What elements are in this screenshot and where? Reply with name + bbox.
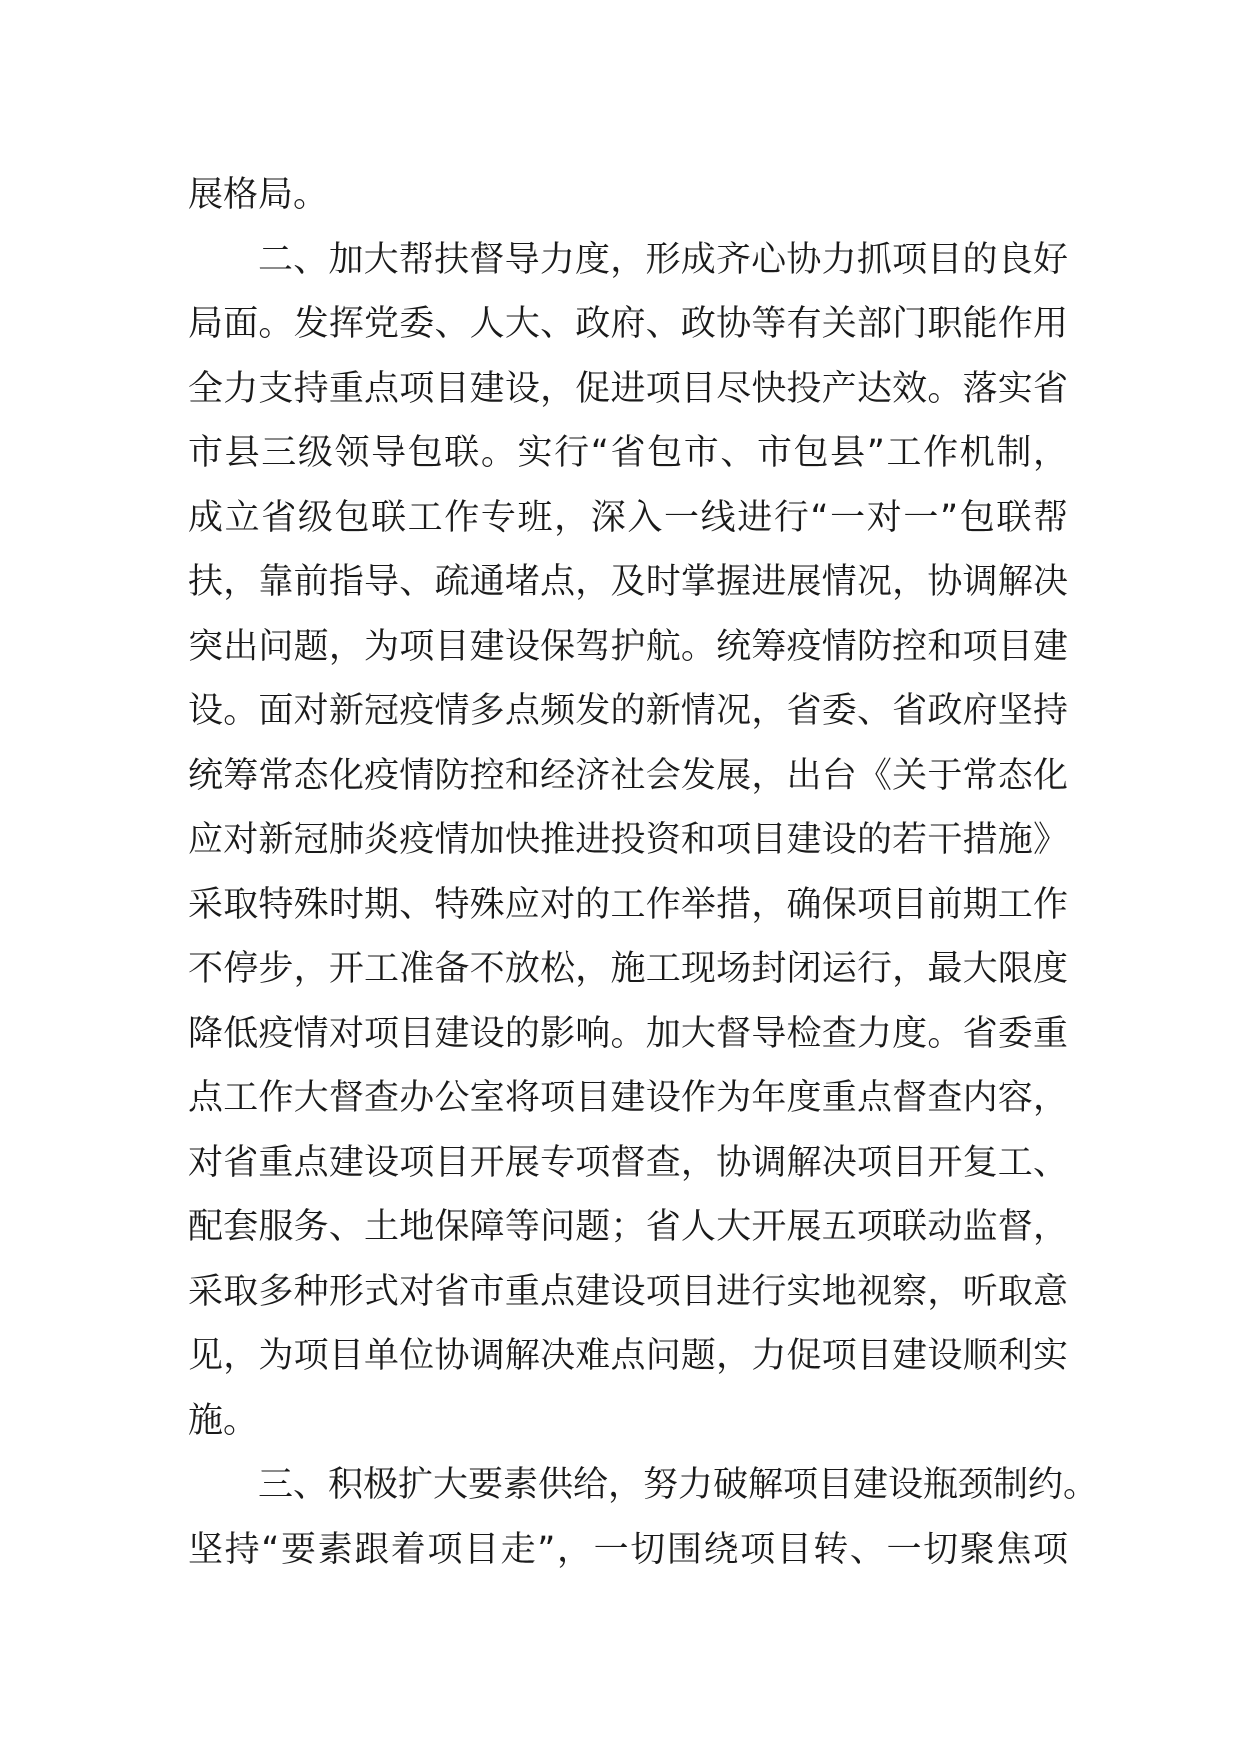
text-line: 对省重点建设项目开展专项督查，协调解决项目开复工、 bbox=[188, 1142, 1068, 1183]
text-line: 二、加大帮扶督导力度，形成齐心协力抓项目的良好 bbox=[258, 239, 1068, 280]
text-line: 见，为项目单位协调解决难点问题，力促项目建设顺利实 bbox=[188, 1336, 1068, 1376]
paragraph-section-three bbox=[188, 1453, 1099, 1582]
paragraph-section-two bbox=[188, 228, 1068, 1454]
text-line: 突出问题，为项目建设保驾护航。统筹疫情防控和项目建 bbox=[188, 626, 1068, 667]
text-line: 采取多种形式对省市重点建设项目进行实地视察，听取意 bbox=[188, 1271, 1068, 1312]
text-line: 局面。发挥党委、人大、政府、政协等有关部门职能作用 bbox=[188, 304, 1068, 344]
text-line: 扶，靠前指导、疏通堵点，及时掌握进展情况，协调解决 bbox=[188, 562, 1068, 602]
paragraph-continuation bbox=[188, 163, 1068, 228]
text-line: 成立省级包联工作专班，深入一线进行“一对一”包联帮 bbox=[188, 497, 1068, 538]
text-line: 统筹常态化疫情防控和经济社会发展，出台《关于常态化 bbox=[188, 755, 1068, 796]
text-line: 坚持“要素跟着项目走”，一切围绕项目转、一切聚焦项 bbox=[188, 1529, 1068, 1570]
text-line: 采取特殊时期、特殊应对的工作举措，确保项目前期工作 bbox=[188, 884, 1068, 925]
text-line: 施。 bbox=[188, 1400, 259, 1441]
text-line: 设。面对新冠疫情多点频发的新情况，省委、省政府坚持 bbox=[188, 691, 1068, 731]
text-line: 市县三级领导包联。实行“省包市、市包县”工作机制， bbox=[188, 433, 1068, 473]
text-line: 配套服务、土地保障等问题；省人大开展五项联动监督， bbox=[188, 1207, 1068, 1247]
text-line: 点工作大督查办公室将项目建设作为年度重点督查内容， bbox=[188, 1078, 1068, 1118]
text-line: 全力支持重点项目建设，促进项目尽快投产达效。落实省 bbox=[188, 368, 1068, 409]
text-line: 不停步，开工准备不放松，施工现场封闭运行，最大限度 bbox=[188, 949, 1068, 989]
text-line: 降低疫情对项目建设的影响。加大督导检查力度。省委重 bbox=[188, 1013, 1068, 1054]
body-text bbox=[188, 163, 1099, 1582]
text-line: 展格局。 bbox=[188, 175, 329, 215]
text-line: 应对新冠肺炎疫情加快推进投资和项目建设的若干措施》 bbox=[188, 820, 1068, 860]
text-line: 三、积极扩大要素供给，努力破解项目建设瓶颈制约。 bbox=[258, 1465, 1099, 1505]
